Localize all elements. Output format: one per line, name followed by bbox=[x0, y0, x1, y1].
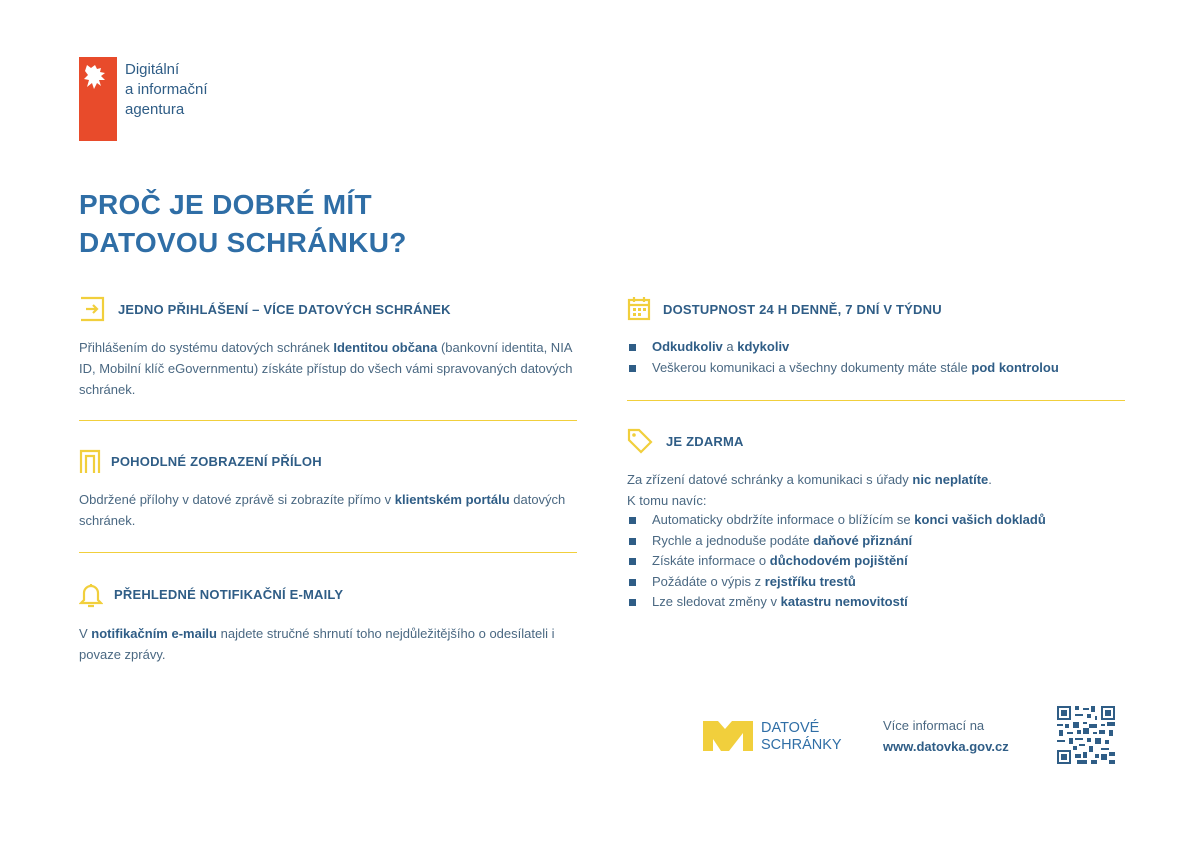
section-heading-attachments: POHODLNÉ ZOBRAZENÍ PŘÍLOH bbox=[111, 454, 322, 469]
section-heading-notifications: PŘEHLEDNÉ NOTIFIKAČNÍ E-MAILY bbox=[114, 587, 344, 602]
divider bbox=[627, 400, 1125, 401]
website-link[interactable]: www.datovka.gov.cz bbox=[883, 739, 1009, 754]
section-heading-login: JEDNO PŘIHLÁŠENÍ – VÍCE DATOVÝCH SCHRÁNEK bbox=[118, 302, 451, 317]
list-item: Veškerou komunikaci a všechny dokumenty máte stále pod kontrolou bbox=[626, 358, 1136, 379]
list-item: Odkudkoliv a kdykoliv bbox=[626, 337, 1136, 358]
list-item: Rychle a jednoduše podáte daňové přiznání bbox=[626, 531, 1156, 552]
section-text-free: Za zřízení datové schránky a komunikaci s úřady nic neplatíte. K tomu navíc: bbox=[627, 472, 992, 508]
datove-schranky-brand: DATOVÉ SCHRÁNKY bbox=[761, 720, 842, 753]
calendar-icon bbox=[627, 295, 651, 321]
more-info: Více informací na www.datovka.gov.cz bbox=[883, 715, 1009, 757]
divider bbox=[79, 552, 577, 553]
attachment-icon bbox=[79, 449, 101, 475]
list-item: Lze sledovat změny v katastru nemovitostí bbox=[626, 592, 1156, 613]
list-item: Automaticky obdržíte informace o blížícím se konci vašich dokladů bbox=[626, 510, 1156, 531]
page-title: PROČ JE DOBRÉ MÍT DATOVOU SCHRÁNKU? bbox=[79, 189, 407, 258]
section-heading-availability: DOSTUPNOST 24 H DENNĚ, 7 DNÍ V TÝDNU bbox=[663, 302, 942, 317]
agency-name: Digitální a informační agentura bbox=[125, 61, 208, 118]
datove-schranky-logo-icon bbox=[703, 721, 753, 751]
section-text-login: Přihlášením do systému datových schránek Identitou občana (bankovní identita, NIA ID, Mobilní klíč eGovernmentu) získáte přístup do všech vámi spravovaných datových schránek. bbox=[79, 340, 573, 397]
availability-list bbox=[626, 337, 1136, 378]
section-text-notifications: V notifikačním e-mailu najdete stručné shrnutí toho nejdůležitějšího o odesílateli i povaze zprávy. bbox=[79, 626, 555, 662]
price-tag-icon bbox=[627, 428, 653, 454]
list-item: Požádáte o výpis z rejstříku trestů bbox=[626, 572, 1156, 593]
free-benefits-list bbox=[626, 510, 1156, 613]
section-text-attachments: Obdržené přílohy v datové zprávě si zobrazíte přímo v klientském portálu datových schránek. bbox=[79, 492, 566, 528]
agency-logo bbox=[79, 57, 117, 141]
bell-icon bbox=[79, 582, 103, 608]
section-heading-free: JE ZDARMA bbox=[666, 434, 744, 449]
lion-emblem-icon bbox=[83, 63, 113, 97]
divider bbox=[79, 420, 577, 421]
login-arrow-icon bbox=[79, 296, 105, 322]
qr-code-icon bbox=[1057, 706, 1115, 764]
list-item: Získáte informace o důchodovém pojištění bbox=[626, 551, 1156, 572]
